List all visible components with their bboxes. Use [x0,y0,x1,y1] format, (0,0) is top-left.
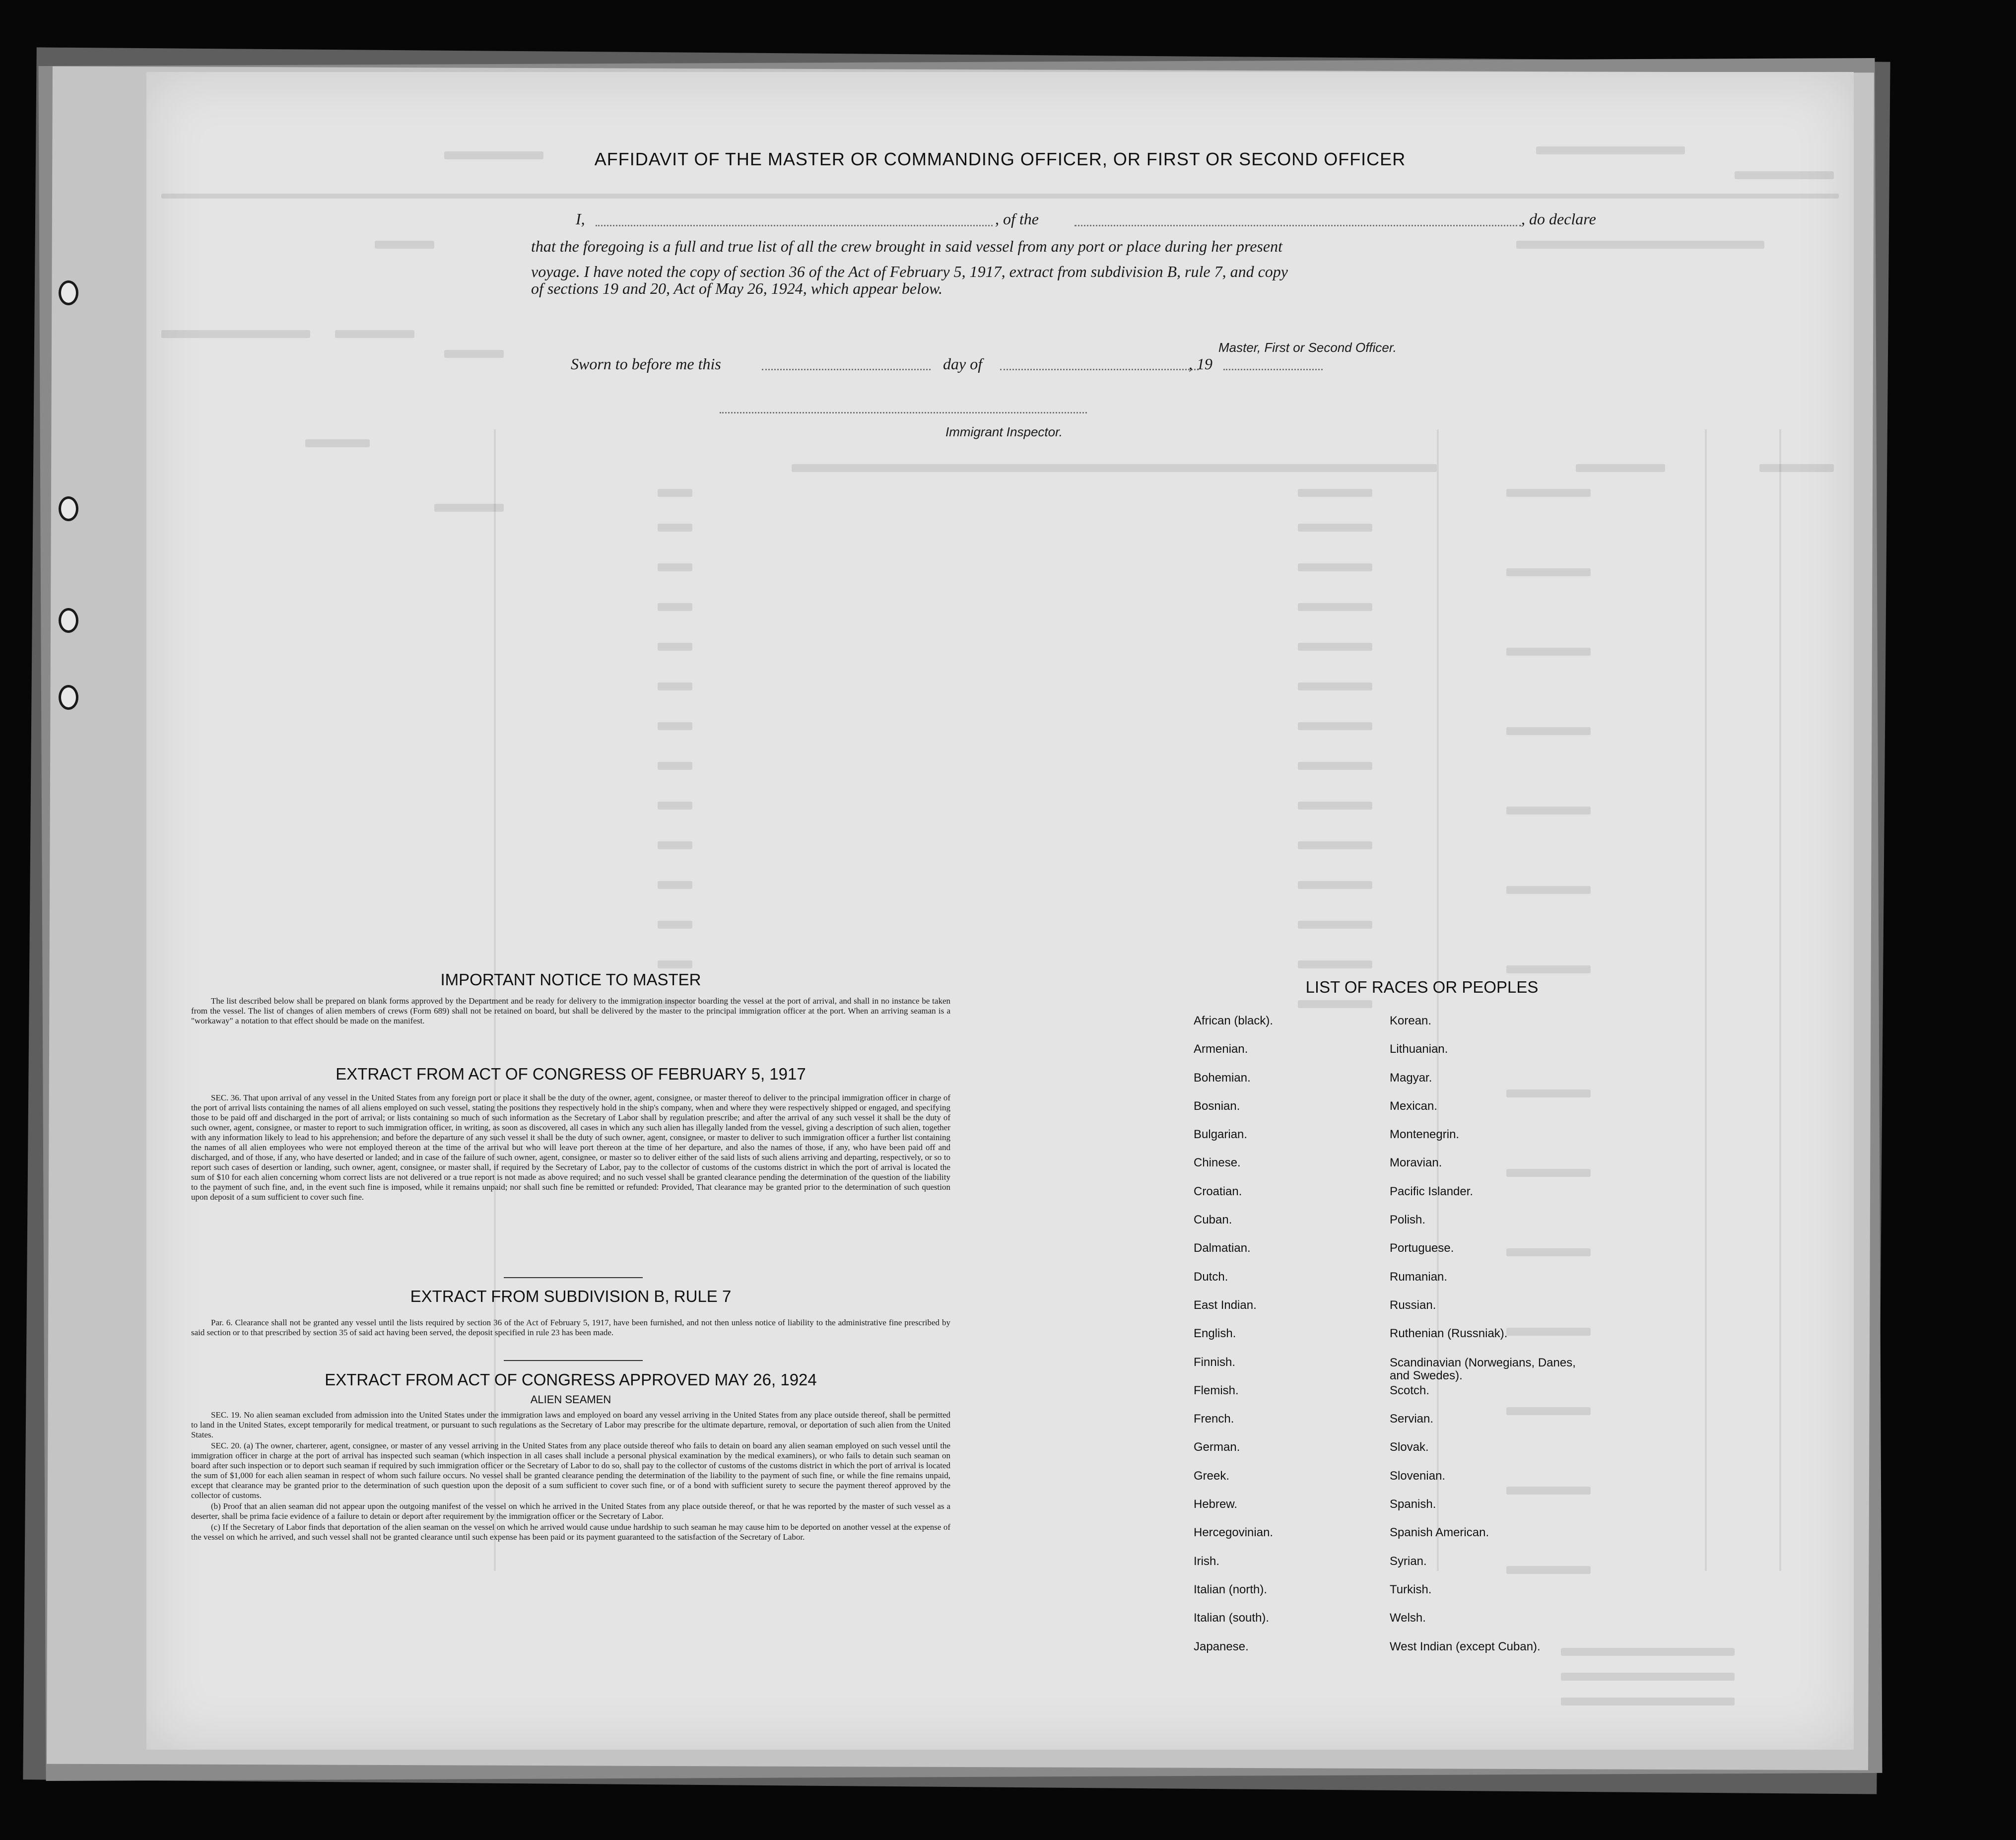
race-item: Montenegrin. [1390,1128,1460,1142]
vessel-field-line [1075,225,1521,226]
affidavit-line-2: that the foregoing is a full and true list of all the crew brought in said vessel from any port or place during her present [531,237,1282,255]
binder-hole [59,280,78,305]
affidavit-line-4: of sections 19 and 20, Act of May 26, 1924, which appear below. [531,279,942,297]
day-field-line [762,369,931,370]
race-item: Italian (north). [1194,1582,1268,1596]
race-item: Chinese. [1194,1156,1241,1170]
race-item: English. [1194,1327,1236,1341]
race-item: Turkish. [1390,1582,1432,1596]
race-item: Spanish. [1390,1498,1436,1511]
affidavit-of-the: , of the [995,210,1039,228]
affidavit-do-declare: , do declare [1521,210,1596,228]
extract-1924-title: EXTRACT FROM ACT OF CONGRESS APPROVED MAY 26, 1924 [325,1370,817,1389]
sworn-text: Sworn to before me this [571,355,721,373]
race-item: Scotch. [1390,1383,1430,1397]
race-item: Moravian. [1390,1156,1442,1170]
section-divider [504,1360,643,1361]
extract-1917-text: SEC. 36. That upon arrival of any vessel in the United States from any foreign port or place it shall be the duty of the owner, agent, consignee, or master thereof to deliver to the principal immigration officer in charge of the port of arrival lists containing the names of all aliens employed on such vessel, stating the positions they respectively hold in the ship's company, when and where they were respectively shipped or engaged, and specifying those to be paid off and discharged in the port of arrival; or lists containing so much of such information as the Secretary of Labor shall by regulation prescribe; and after the arrival of any such vessel it shall be the duty of such owner, agent, consignee, or master to report to such immigration officer, in writing, as soon as discovered, all cases in which any such alien has illegally landed from the vessel, giving a description of such alien, together with any information likely to lead to his apprehension; and before the departure of any such vessel it shall be the duty of such owner, agent, consignee, or master to deliver to such immigration officer a further list containing the names of all alien employees who were not employed thereon at the time of the arrival but who will leave port thereon at the time of her departure, and also the names of those, if any, who have been paid off and discharged, and of those, if any, who have deserted or landed; and in case of the failure of such owner, agent, consignee, or master so to deliver either of the said lists of such aliens arriving and departing, respectively, or so to report such cases of desertion or landing, such owner, agent, consignee, or master shall, if required by the Secretary of Labor, pay to the collector of customs of the customs district in which the port of arrival is located the sum of $10 for each alien concerning whom correct lists are not delivered or a true report is not made as above required; and no such vessel shall be granted clearance pending the determination of the question of the liability to the payment of such fine, and, in the event such fine is imposed, while it remains unpaid; nor shall such fine be remitted or refunded: Provided, That clearance may be granted prior to the determination of such question upon deposit of a sum sufficient to cover such fine. [191,1093,950,1202]
affidavit-i: I, [576,210,585,228]
section-divider [504,1277,643,1278]
sec20a-text: SEC. 20. (a) The owner, charterer, agent, consignee, or master of any vessel arriving in the United States from any place outside thereof who fails to detain on board any alien seaman employed on such vessel until the immigration officer in charge at the port of arrival has inspected such seaman (which inspection in all cases shall include a personal physical examination by the medical examiners), or who fails to detain such seaman on board after such inspection or to deport such seaman if required by such immigration officer or the Secretary of Labor to do so, shall pay to the collector of customs of the customs district in which the port of arrival is located the sum of $1,000 for each alien seaman in respect of whom such failure occurs. No vessel shall be granted clearance pending the determination of the liability to the payment of such fine, or while the fine remains unpaid, except that clearance may be granted prior to the determination of such question upon the deposit of a sum sufficient to cover such fine, or of a bond with sufficient surety to secure the payment thereof approved by the collector of customs. [191,1441,950,1500]
extract-1924-text [191,1410,950,1543]
extract-rule7-text: Par. 6. Clearance shall not be granted any vessel until the lists required by section 36 of the Act of February 5, 1917, have been furnished, and not then unless notice of liability to the administrative fine prescribed by said section or to that prescribed by section 35 of said act having been served, the deposit specified in rule 23 has been made. [191,1318,950,1337]
sec20c-text: (c) If the Secretary of Labor finds that deportation of the alien seaman on the vessel on which he arrived would cause undue hardship to such seaman he may cause him to be deported on another vessel at the expense of the vessel on which he arrived, and such vessel shall not be granted clearance until such expense has been paid or its payment guaranteed to the satisfaction of the Secretary of Labor. [191,1522,950,1542]
race-item: Italian (south). [1194,1611,1270,1625]
races-title: LIST OF RACES OR PEOPLES [1305,978,1539,996]
race-item: Pacific Islander. [1390,1184,1474,1198]
race-item: Bohemian. [1194,1071,1251,1085]
race-item: Cuban. [1194,1213,1232,1227]
race-item: Servian. [1390,1412,1434,1426]
race-item: Dutch. [1194,1270,1228,1284]
race-item: Scandinavian (Norwegians, Danes, and Swedes). [1390,1356,1576,1382]
race-item: Polish. [1390,1213,1426,1227]
sec19-text: SEC. 19. No alien seaman excluded from admission into the United States under the immigration laws and employed on board any vessel arriving in the United States from any place outside thereof, shall be permitted to land in the United States, except temporarily for medical treatment, or pursuant to such regulations as the Secretary of Labor may prescribe for the ultimate departure, removal, or deportation of such alien from the United States. [191,1410,950,1439]
year-text: , 19 [1189,355,1212,373]
inspector-caption: Immigrant Inspector. [945,424,1063,439]
race-item: Japanese. [1194,1639,1249,1653]
race-item: Russian. [1390,1298,1436,1312]
binder-hole [59,685,78,710]
notice-title: IMPORTANT NOTICE TO MASTER [440,970,701,989]
name-field-line [596,225,993,226]
race-item: Irish. [1194,1554,1220,1568]
race-item: Syrian. [1390,1554,1427,1568]
races-right-column [1390,1015,1598,1669]
race-item: Slovak. [1390,1440,1429,1454]
race-item: West Indian (except Cuban). [1390,1639,1541,1653]
extract-1924-subtitle: ALIEN SEAMEN [530,1393,611,1406]
race-item: Bosnian. [1194,1099,1240,1113]
race-item: Rumanian. [1390,1270,1448,1284]
race-item: East Indian. [1194,1298,1257,1312]
sec20b-text: (b) Proof that an alien seaman did not appear upon the outgoing manifest of the vessel on which he arrived in the United States from any place outside thereof, or that he was reported by the master of such vessel as a deserter, shall be prima facie evidence of a failure to detain or deport after requirement by the immigration officer or the Secretary of Labor. [191,1501,950,1521]
affidavit-form-page [146,72,1854,1750]
race-item: Dalmatian. [1194,1241,1251,1255]
race-item: African (black). [1194,1014,1274,1027]
race-item: Spanish American. [1390,1526,1489,1540]
binder-hole [59,608,78,633]
race-item: Korean. [1390,1014,1432,1027]
race-item: Hercegovinian. [1194,1526,1274,1540]
extract-rule7-title: EXTRACT FROM SUBDIVISION B, RULE 7 [410,1287,732,1305]
race-item: Portuguese. [1390,1241,1454,1255]
binder-hole [59,496,78,521]
race-item: Bulgarian. [1194,1128,1248,1142]
month-field-line [1000,369,1199,370]
race-item: Ruthenian (Russniak). [1390,1327,1508,1341]
races-left-column [1194,1015,1382,1669]
year-field-line [1223,369,1323,370]
race-item: Armenian. [1194,1042,1248,1056]
race-item: Slovenian. [1390,1469,1446,1483]
race-item: German. [1194,1440,1240,1454]
race-item: Mexican. [1390,1099,1438,1113]
race-item: Hebrew. [1194,1498,1238,1511]
notice-text: The list described below shall be prepared on blank forms approved by the Department and be ready for delivery to the immigration inspector boarding the vessel at the port of arrival, and shall in no instance be taken from the vessel. The list of changes of alien members of crews (Form 689) shall not be retained on board, but shall be delivered by the master to the principal immigration officer at the port. When an arriving seaman is a "workaway" a notation to that effect should be made on the manifest. [191,996,950,1025]
race-item: Lithuanian. [1390,1042,1448,1056]
race-item: Flemish. [1194,1383,1239,1397]
master-caption: Master, First or Second Officer. [1218,340,1397,355]
day-of-text: day of [943,355,983,373]
inspector-signature-line [720,412,1087,413]
race-item: Welsh. [1390,1611,1426,1625]
race-item: Finnish. [1194,1355,1236,1369]
race-item: Greek. [1194,1469,1230,1483]
race-item: French. [1194,1412,1234,1426]
affidavit-title: AFFIDAVIT OF THE MASTER OR COMMANDING OFFICER, OR FIRST OR SECOND OFFICER [594,149,1406,169]
race-item: Magyar. [1390,1071,1432,1085]
extract-1917-title: EXTRACT FROM ACT OF CONGRESS OF FEBRUARY 5, 1917 [336,1065,806,1083]
affidavit-line-3: voyage. I have noted the copy of section 36 of the Act of February 5, 1917, extract from subdivision B, rule 7, and copy [531,263,1288,280]
race-item: Croatian. [1194,1184,1242,1198]
